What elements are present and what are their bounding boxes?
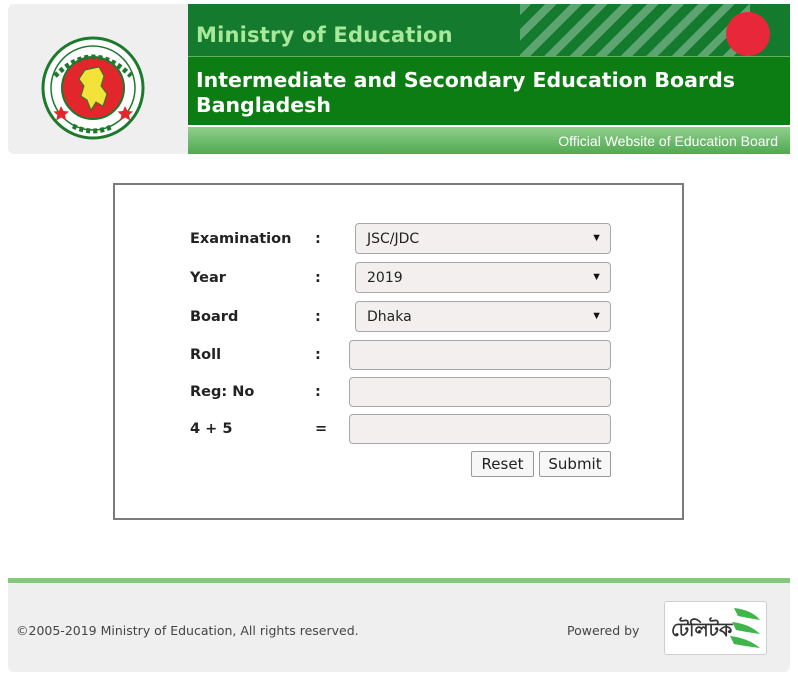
examination-select[interactable] (355, 223, 611, 254)
year-separator: : (315, 270, 321, 286)
ministry-title: Ministry of Education (196, 23, 453, 47)
teletalk-logo[interactable] (664, 601, 767, 655)
dropdown-arrow-icon: ▼ (591, 271, 602, 283)
teletalk-logo-icon (728, 604, 764, 652)
reg-no-separator: : (315, 384, 321, 400)
flag-circle-icon (726, 12, 770, 56)
board-separator: : (315, 309, 321, 325)
board-select[interactable] (355, 301, 611, 332)
result-search-form (113, 183, 684, 520)
dropdown-arrow-icon: ▼ (591, 310, 602, 322)
tagline: Official Website of Education Board (558, 133, 778, 149)
board-title-band (188, 56, 790, 125)
captcha-question: 4 + 5 (190, 421, 233, 437)
bangladesh-government-seal-icon (41, 36, 145, 140)
board-label: Board (190, 309, 239, 325)
site-footer (8, 583, 790, 672)
submit-button[interactable]: Submit (539, 451, 611, 477)
examination-separator: : (315, 231, 321, 247)
header-banner (188, 4, 790, 154)
powered-by-text: Powered by (567, 623, 640, 638)
board-title-line1: Intermediate and Secondary Education Boards (196, 68, 735, 92)
year-value: 2019 (367, 270, 403, 286)
tagline-band (188, 126, 790, 154)
roll-separator: : (315, 347, 321, 363)
board-title (196, 68, 776, 118)
board-title-line2: Bangladesh (196, 93, 331, 117)
decorative-pattern (520, 4, 750, 56)
examination-label: Examination (190, 231, 292, 247)
year-select[interactable] (355, 262, 611, 293)
captcha-input[interactable] (349, 414, 611, 444)
copyright-text: ©2005-2019 Ministry of Education, All rights reserved. (16, 623, 359, 638)
reset-button[interactable]: Reset (471, 451, 534, 477)
year-label: Year (190, 270, 226, 286)
reg-no-label: Reg: No (190, 384, 255, 400)
reg-no-input[interactable] (349, 377, 611, 407)
site-header (8, 4, 790, 154)
board-value: Dhaka (367, 309, 412, 325)
teletalk-logo-text: টেলিটক (671, 619, 733, 641)
ministry-band (188, 4, 790, 56)
examination-value: JSC/JDC (367, 231, 420, 247)
captcha-separator: = (315, 421, 328, 437)
roll-input[interactable] (349, 340, 611, 370)
dropdown-arrow-icon: ▼ (591, 232, 602, 244)
logo-panel (8, 4, 188, 154)
roll-label: Roll (190, 347, 222, 363)
